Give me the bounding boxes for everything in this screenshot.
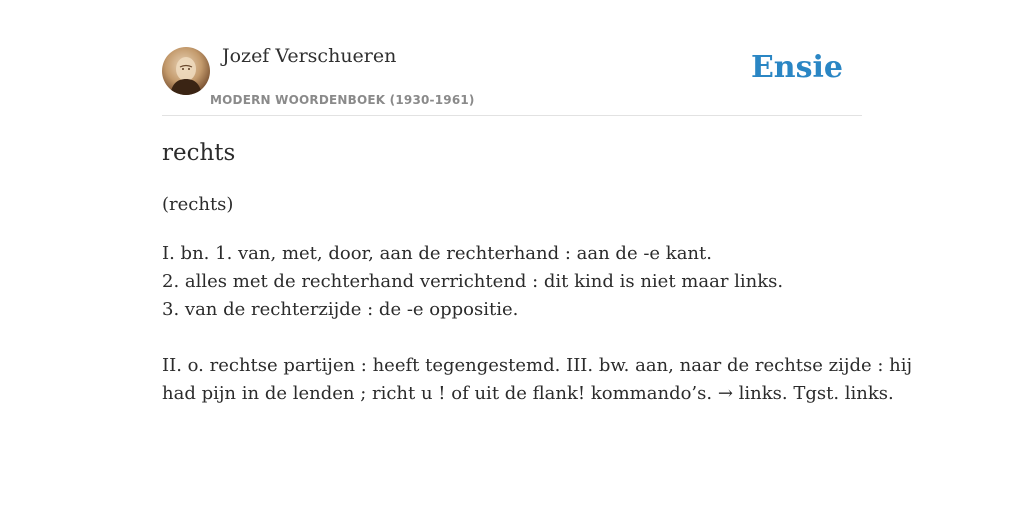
header-divider (162, 115, 862, 116)
source-label[interactable]: MODERN WOORDENBOEK (1930-1961) (210, 93, 475, 107)
entry-title: rechts (162, 140, 236, 166)
author-name[interactable]: Jozef Verschueren (222, 45, 397, 67)
definition-line: 3. van de rechterzijde : de -e oppositie. (162, 299, 519, 320)
definition-line: I. bn. 1. van, met, door, aan de rechterhand : aan de -e kant. (162, 243, 712, 264)
entry-headword: (rechts) (162, 194, 234, 215)
author-avatar[interactable] (162, 47, 210, 95)
definition-line: II. o. rechtse partijen : heeft tegengestemd. III. bw. aan, naar de rechtse zijde : hij (162, 355, 913, 376)
ensie-logo[interactable]: Ensie (750, 50, 843, 85)
entry-card (162, 0, 913, 512)
author-portrait-icon (162, 47, 210, 95)
definition-line: had pijn in de lenden ; richt u ! of uit de flank! kommando’s. → links. Tgst. links. (162, 383, 894, 404)
definition-line: 2. alles met de rechterhand verrichtend : dit kind is niet maar links. (162, 271, 784, 292)
definition-spacer (162, 324, 862, 352)
entry-definition (162, 240, 913, 408)
